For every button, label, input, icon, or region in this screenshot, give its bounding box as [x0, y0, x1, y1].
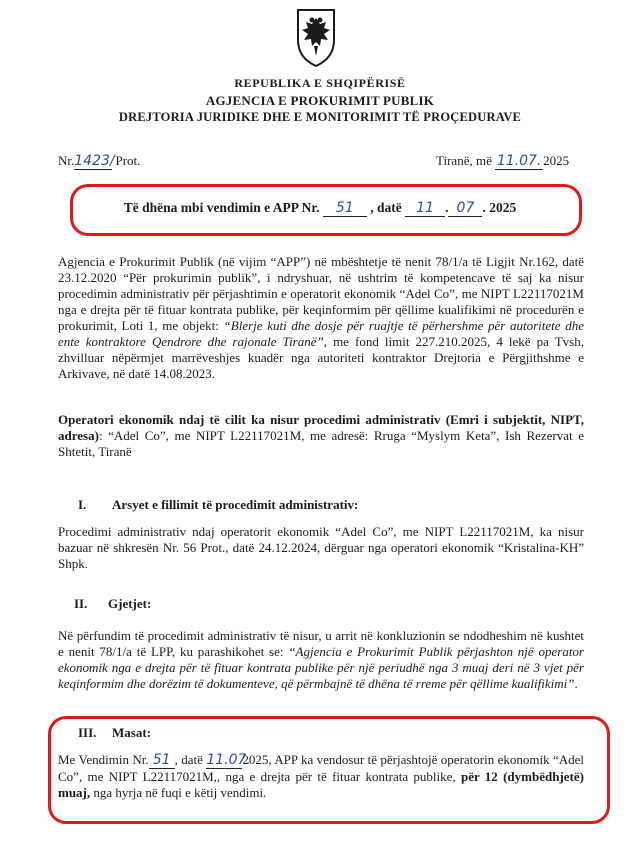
operator-paragraph: Operatori ekonomik ndaj të cilit ka nisur procedimi administrativ (Emri i subjektit, NIPT, adresa): “Adel Co”, me NIPT L22117021M, me adresë: Rruga “Myslym Keta”, Ish Rezervat e Shtetit, Tiranë [58, 412, 584, 459]
masat-highlight-box [48, 716, 610, 824]
handwritten-decision-number: 51 [323, 200, 367, 217]
document-page: REPUBLIKA E SHQIPËRISË AGJENCIA E PROKURIMIT PUBLIK DREJTORIA JURIDIKE DHE E MONITORIMIT TË PROÇEDURAVE Nr.1423/ Prot. Tiranë, më 11.07. 2025 Të dhëna mbi vendimin e APP Nr. 51 , datë 11 . 07 . 2025 Agjencia e Prokurimit Publik (në vijim “APP”) në mbështetje të nenit 78/1/a të Ligjit Nr.162, datë 23.12.2020 “Për prokurimin publik”, i ndryshuar, në ushtrim të kompetencave të saj ka nisur procedimin administrativ për përjashtimin e operatorit ekonomik “Adel Co”, me NIPT L22117021M nga e drejta për të fituar kontrata publike, për keqinformim për qëllime kualifikimi në procedurën e prokurimit, Loti 1, me objekt: “Blerje kuti dhe dosje për ruajtje të përhershme për autoritete dhe ente kontraktore Qendrore dhe rajonale Tiranë”, me fond limit 227.210.2025, 4 lekë pa Tvsh, zhvilluar nëpërmjet marrëveshjes kuadër nga autoriteti kontraktor Drejtoria e Përgjithshme e Arkivave, në datë 14.08.2023. Operatori ekonomik ndaj të cilit ka nisur procedimi administrativ (Emri i subjektit, NIPT, adresa): “Adel Co”, me NIPT L22117021M, me adresë: Rruga “Myslym Keta”, Ish Rezervat e Shtetit, Tiranë I. Arsyet e fillimit të procedimit administrativ: Procedimi administrativ ndaj operatorit ekonomik “Adel Co”, me NIPT L22117021M, ka nisur bazuar në shkresën Nr. 56 Prot., datë 24.12.2024, dërguar nga operatori ekonomik “Kristalina-KH” Shpk. II. Gjetjet: Në përfundim të procedimit administrativ të nisur, u arrit në konkluzionin se ndodheshim në kushtet e nenit 78/1/a të LPP, ku parashikohet se: “Agjencia e Prokurimit Publik përjashton një operator ekonomik nga e drejta për të fituar kontrata publike për një periudhë nga 3 muaj deri në 3 vjet për keqinformim dhe dorëzim të dokumenteve, që përmbajnë të dhëna të rreme për qëllime kualifikimi”. III. Masat: Me Vendimin Nr. 51 , datë 11.07.2025, APP ka vendosur të përjashtojë operatorin ekonomik “Adel Co”, me NIPT L22117021M,, nga e drejta për të fituar kontrata publike, për 12 (dymbëdhjetë) muaj, nga hyrja në fuqi e këtij vendimi. [0, 0, 640, 857]
protocol-number: Nr.1423/ Prot. [58, 153, 141, 169]
section-2-body: Në përfundim të procedimit administrativ të nisur, u arrit në konkluzionin se ndodheshim në kushtet e nenit 78/1/a të LPP, ku parashikohet se: “Agjencia e Prokurimit Publik përjashton një operator ekonomik nga e drejta për të fituar kontrata publike për një periudhë nga 3 muaj deri në 3 vjet për keqinformim dhe dorëzim të dokumenteve, që përmbajnë të dhëna të rreme për qëllime kualifikimi”. [58, 628, 584, 691]
header-republic: REPUBLIKA E SHQIPËRISË [234, 76, 406, 90]
handwritten-protocol-number: 1423/ [74, 153, 115, 169]
title-highlight-box [70, 184, 582, 236]
handwritten-decision-number-2: 51 [149, 752, 175, 769]
place-date: Tiranë, më 11.07. 2025 [436, 153, 570, 169]
intro-paragraph: Agjencia e Prokurimit Publik (në vijim “APP”) në mbështetje të nenit 78/1/a të Ligjit Nr.162, datë 23.12.2020 “Për prokurimin publik”, i ndryshuar, në ushtrim të kompetencave të saj ka nisur procedimin administrativ për përjashtimin e operatorit ekonomik “Adel Co”, me NIPT L22117021M nga e drejta për të fituar kontrata publike, për keqinformim për qëllime kualifikimi në procedurën e prokurimit, Loti 1, me objekt: “Blerje kuti dhe dosje për ruajtje të përhershme për autoritete dhe ente kontraktore Qendrore dhe rajonale Tiranë”, me fond limit 227.210.2025, 4 lekë pa Tvsh, zhvilluar nëpërmjet marrëveshjes kuadër nga autoriteti kontraktor Drejtoria e Përgjithshme e Arkivave, në datë 14.08.2023. [58, 254, 584, 381]
section-3-body: Me Vendimin Nr. 51 , datë 11.07.2025, APP ka vendosur të përjashtojë operatorin ekonomik “Adel Co”, me NIPT L22117021M,, nga e drejta për të fituar kontrata publike, për 12 (dymbëdhjetë) muaj, nga hyrja në fuqi e këtij vendimi. [58, 752, 584, 800]
albanian-eagle-emblem-icon [292, 6, 340, 68]
section-1-body: Procedimi administrativ ndaj operatorit ekonomik “Adel Co”, me NIPT L22117021M, ka nisur bazuar në shkresën Nr. 56 Prot., datë 24.12.2024, dërguar nga operatori ekonomik “Kristalina-KH” Shpk. [58, 524, 584, 571]
header-agency: AGJENCIA E PROKURIMIT PUBLIK [205, 93, 435, 108]
handwritten-date-2: 11.07. [206, 752, 251, 768]
header-directorate: DREJTORIA JURIDIKE DHE E MONITORIMIT TË PROÇEDURAVE [118, 110, 522, 124]
handwritten-date: 11.07. [496, 153, 542, 169]
document-title: Të dhëna mbi vendimin e APP Nr. 51 , datë 11 . 07 . 2025 [123, 200, 517, 216]
